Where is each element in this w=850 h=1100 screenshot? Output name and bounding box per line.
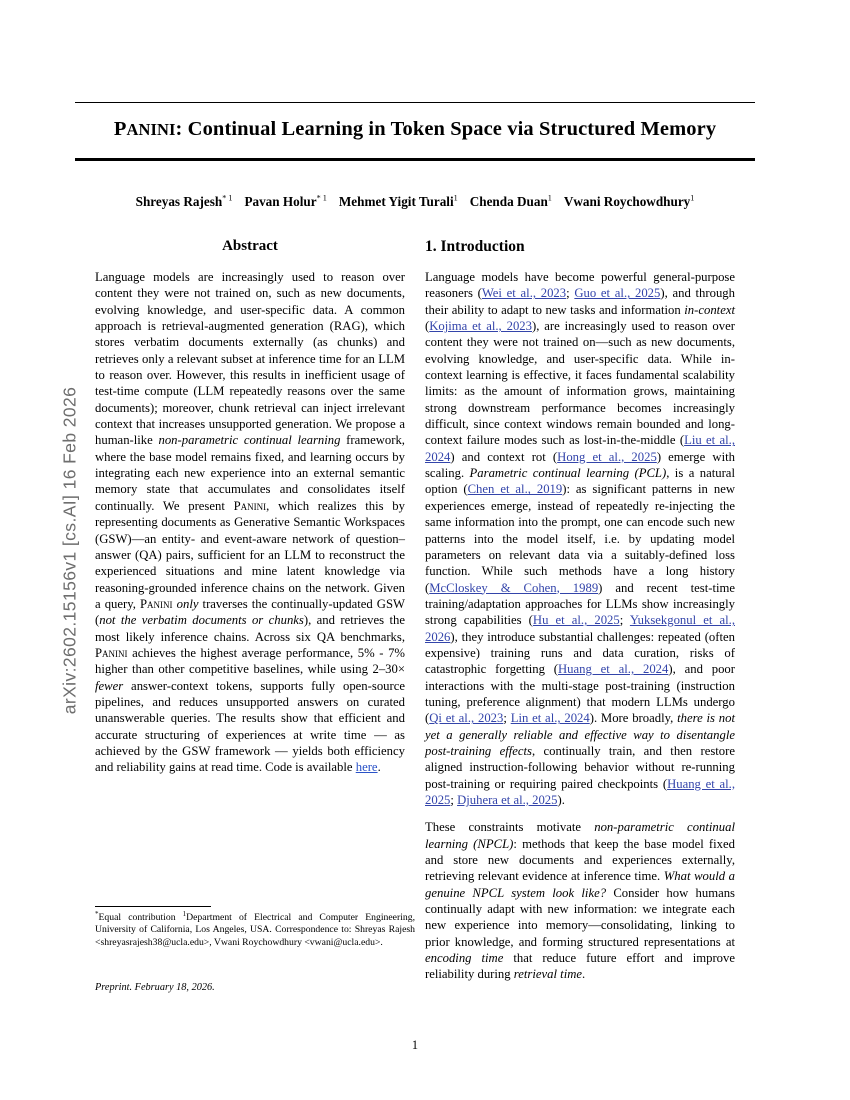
abstract-emph: non-parametric continual learning [158, 433, 341, 448]
abstract-smallcaps: Panini [233, 498, 267, 513]
abstract-text: Language models are increasingly used to reason over content they were not trained on, such as new documents, evolving knowledge, and user-specific data. A common approach is retrieval-augmented generation (RAG), which stores verbatim documents externally (as chunks) and retrieves only a relevant subset at inference time for an LLM to reason over. However, this results in inefficient usage of test-time compute (LLM repeatedly reasons over the same documents); moreover, chunk retrieval can inject irrelevant context that increases unsupported generation. We propose a human-like [95, 270, 405, 448]
abstract-emph: only [176, 596, 199, 611]
intro-text: ), and through their ability to adapt to new tasks and information [425, 286, 735, 317]
title-rule-top [75, 102, 755, 103]
author-marks: * 1 [316, 193, 327, 203]
abstract-text: ), and retrieves the most likely inference chains. Across six QA benchmarks, [95, 613, 405, 644]
page-title [75, 118, 755, 141]
intro-text: ; [619, 613, 630, 628]
footnote-text-part: Department of Electrical and Computer Engineering, University of California, Los Angeles, USA. Correspondence to: Shreyas Rajesh <shreyasrajesh38@ucla.edu>, Vwani Roychowdhury <vwani@ucla.edu>. [95, 912, 416, 948]
intro-text: Consider how humans continually adapt with new information: we integrate each new experience into memory—consolidating, linking to prior knowledge, and forming structured representations at [425, 885, 735, 949]
footnote-affiliation-marker: 1 [182, 909, 187, 918]
intro-emph: there is not yet a generally reliable and effective way to disentangle post-training effects [425, 711, 735, 758]
citation-link[interactable]: Huang et al., 2025 [425, 776, 735, 807]
arxiv-stamp-text: arXiv:2602.15156v1 [cs.AI] 16 Feb 2026 [59, 386, 80, 715]
intro-text: ). More broadly, [589, 711, 678, 726]
intro-text: These constraints motivate [425, 820, 595, 835]
abstract-smallcaps: Panini [140, 596, 173, 611]
introduction-paragraph-1 [425, 269, 735, 808]
author-name: Pavan Holur [244, 194, 317, 209]
intro-emph: retrieval time [513, 967, 583, 982]
citation-link[interactable]: Lin et al., 2024 [510, 711, 590, 726]
citation-link[interactable]: Guo et al., 2025 [574, 286, 661, 301]
intro-emph: Parametric continual learning (PCL) [469, 466, 667, 481]
intro-text: ), and poor interactions with the multi-stage post-training (instruction tuning, preference alignment) that modern LLMs undergo ( [425, 662, 735, 726]
intro-text: that reduce future effort and improve reliability during [425, 951, 736, 982]
code-here-link[interactable]: here [355, 760, 378, 775]
author-entry [244, 194, 326, 209]
abstract-text: , which realizes this by representing documents as Generative Semantic Workspaces (GSW)—an entity- and event-aware network of question–answer (QA) pairs, sufficient for an LLM to reconstruct the experienced situations and mine latent knowledge via reasoning-grounded inference chains on the network. Given a query, [95, 498, 405, 611]
footnote-block [95, 906, 415, 949]
intro-emph: What would a genuine NPCL system look like? [425, 869, 735, 900]
citation-link[interactable]: Hu et al., 2025 [532, 613, 620, 628]
preprint-notice: Preprint. February 18, 2026. [95, 982, 215, 993]
abstract-text: framework, where the base model remains fixed, and learning occurs by integrating each new experience into an external semantic memory state that accumulates and consolidates itself continually. We present [95, 433, 405, 513]
citation-link[interactable]: Kojima et al., 2023 [429, 319, 532, 334]
intro-emph: non-parametric continual learning (NPCL) [425, 820, 735, 851]
author-name: Vwani Roychowdhury [563, 194, 691, 209]
author-marks: 1 [453, 193, 458, 203]
citation-link[interactable]: McCloskey & Cohen, 1989 [429, 580, 599, 595]
intro-text: ; [566, 286, 575, 301]
page-number: 1 [411, 1038, 419, 1052]
author-entry [339, 194, 458, 209]
intro-text: ), they introduce substantial challenges: repeated (often expensive) training runs and data curation, risks of catastrophic forgetting ( [425, 629, 735, 677]
author-marks: * 1 [222, 193, 233, 203]
abstract-text: traverses the continually-updated GSW ( [95, 596, 405, 628]
author-entry [564, 194, 695, 209]
intro-text: Language models have become powerful general-purpose reasoners ( [425, 270, 735, 301]
author-name: Mehmet Yigit Turali [338, 194, 454, 209]
author-entry [136, 194, 233, 209]
title-smallcaps-rest: ANINI [126, 120, 176, 139]
intro-text: , continually train, and then restore aligned instruction-following behavior without re-running post-training or requiring paired checkpoints ( [425, 743, 735, 791]
paper-page [75, 0, 775, 1100]
abstract-text: answer-context tokens, supports fully open-source pipelines, and reduces unsupported answers on curated unanswerable queries. The results show that efficient and accurate structuring of experiences at write time — as achieved by the GSW framework — yields both efficiency and reliability gains at read time. Code is available [95, 678, 405, 775]
title-rest: : Continual Learning in Token Space via Structured Memory [175, 118, 717, 140]
introduction-paragraph-2 [425, 819, 735, 982]
intro-text: ; [450, 793, 458, 807]
abstract-paragraph [95, 269, 405, 776]
citation-link[interactable]: Liu et al., 2024 [425, 433, 735, 464]
intro-text: : methods that keep the base model fixed and store new documents and experiences externally, retrieving relevant evidence at inference time. [425, 836, 735, 884]
introduction-column [425, 238, 735, 983]
intro-text: ), are increasingly used to reason over content they were not trained on—such as new documents, evolving knowledge, and user-specific data. While in-context learning is effective, it faces fundamental scalability limits: as the amount of information grows, maintaining strong downstream performance becomes increasingly difficult, since context windows remain bounded and long-context failure modes such as lost-in-the-middle ( [425, 319, 735, 448]
citation-link[interactable]: Wei et al., 2023 [481, 286, 567, 301]
footnote-text-part: Equal contribution [98, 912, 183, 923]
author-marks: 1 [547, 193, 552, 203]
introduction-heading: 1. Introduction [425, 238, 525, 255]
abstract-text: . [377, 760, 381, 775]
intro-text: ) emerge with scaling. [425, 449, 735, 481]
arxiv-stamp [0, 0, 80, 1100]
intro-text: ) and context rot ( [450, 449, 558, 464]
abstract-emph: fewer [95, 678, 124, 693]
citation-link[interactable]: Djuhera et al., 2025 [457, 793, 558, 807]
author-name: Chenda Duan [469, 194, 548, 209]
intro-text: ). [557, 793, 565, 807]
intro-text: ( [425, 319, 430, 334]
intro-emph: encoding time [425, 951, 504, 966]
abstract-text: achieves the highest average performance, 5% - 7% higher than other competitive baselines, while using 2–30× [95, 645, 405, 677]
footnote-text [95, 909, 416, 949]
intro-text: . [582, 967, 586, 982]
intro-text: ) and recent test-time training/adaptation approaches for LLMs show increasingly strong capabilities ( [425, 580, 735, 628]
author-list [75, 194, 755, 210]
title-rule-bottom [75, 158, 755, 161]
citation-link[interactable]: Qi et al., 2023 [429, 711, 504, 726]
author-marks: 1 [690, 193, 695, 203]
abstract-heading: Abstract [222, 238, 278, 254]
intro-text: ): as significant patterns in new experiences emerge, instead of repeatedly re-injecting the same information into the prompt, one can encode such new patterns into the model itself, i.e. by updating model parameters on relevant data via a suitably-defined loss function. While such methods have a long history ( [425, 482, 735, 595]
title-smallcaps-lead: P [113, 118, 127, 140]
footnote-star-marker: * [95, 909, 99, 918]
intro-emph: in-context [684, 302, 735, 317]
citation-link[interactable]: Huang et al., 2024 [558, 662, 669, 677]
abstract-smallcaps: Panini [95, 645, 128, 660]
citation-link[interactable]: Chen et al., 2019 [467, 482, 563, 497]
abstract-emph: not the verbatim documents or chunks [99, 613, 304, 628]
abstract-column [95, 238, 405, 776]
footnote-rule [95, 906, 211, 907]
citation-link[interactable]: Hong et al., 2025 [557, 449, 657, 464]
author-entry [470, 194, 552, 209]
intro-text: ; [503, 711, 511, 726]
intro-text: , is a natural option ( [425, 466, 735, 497]
citation-link[interactable]: Yuksekgonul et al., 2026 [425, 613, 735, 644]
author-name: Shreyas Rajesh [135, 194, 223, 209]
